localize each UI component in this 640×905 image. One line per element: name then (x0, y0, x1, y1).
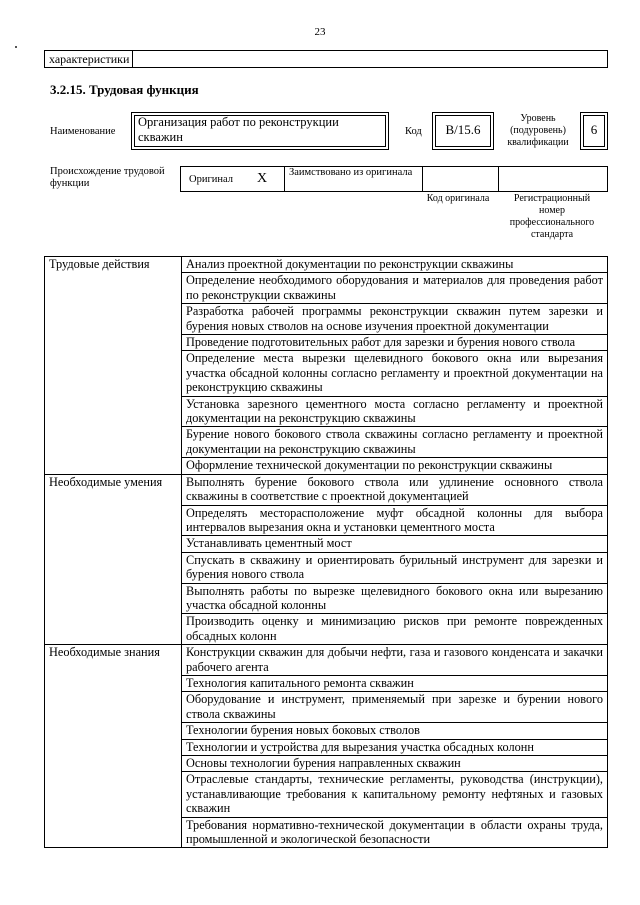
table-item: Технология капитального ремонта скважин (182, 675, 608, 691)
section-title: 3.2.15. Трудовая функция (50, 82, 199, 97)
table-item: Устанавливать цементный мост (182, 536, 608, 552)
table-item: Технологии и устройства для вырезания участка обсадных колонн (182, 739, 608, 755)
group-title: Необходимые умения (45, 474, 182, 644)
table-item: Проведение подготовительных работ для зарезки и бурения нового ствола (182, 335, 608, 351)
labor-function-table (44, 256, 608, 848)
previous-table-fragment (44, 50, 608, 68)
code-original-caption: Код оригинала (426, 193, 490, 204)
table-item: Основы технологии бурения направленных скважин (182, 756, 608, 772)
previous-table-cell: характеристики (45, 51, 133, 67)
original-label: Оригинал (189, 174, 233, 185)
table-row (45, 474, 608, 505)
reg-number-caption: Регистрационный номер профессионального стандарта (509, 193, 595, 240)
page-number: 23 (314, 26, 326, 38)
group-title: Трудовые действия (45, 257, 182, 475)
table-item: Анализ проектной документации по реконструкции скважины (182, 257, 608, 273)
table-item: Определять месторасположение муфт обсадной колонны для выбора интервалов вырезания окна и установки цементного моста (182, 505, 608, 536)
table-item: Выполнять бурение бокового ствола или удлинение основного ствола скважины в соответствие с проектной документацией (182, 474, 608, 505)
origin-row (180, 166, 608, 192)
original-cell (181, 167, 285, 191)
group-title: Необходимые знания (45, 645, 182, 848)
function-name-box: Организация работ по реконструкции скважин (131, 112, 389, 150)
borrowed-label: Заимствовано из оригинала (285, 167, 423, 191)
table-item: Выполнять работы по вырезке щелевидного бокового окна или вырезанию участка обсадной колонны (182, 583, 608, 614)
table-item: Технологии бурения новых боковых стволов (182, 723, 608, 739)
table-item: Разработка рабочей программы реконструкции скважин путем зарезки и бурения новых стволов на основе изучения проектной документации (182, 304, 608, 335)
table-item: Производить оценку и минимизацию рисков при ремонте поврежденных обсадных колонн (182, 614, 608, 645)
code-label: Код (405, 126, 422, 137)
level-label: Уровень (подуровень) квалификации (507, 113, 569, 148)
original-mark: X (257, 171, 268, 186)
reg-number-cell (499, 167, 607, 191)
table-item: Оформление технической документации по реконструкции скважины (182, 458, 608, 474)
table-row (45, 645, 608, 676)
table-item: Спускать в скважину и ориентировать бурильный инструмент для зарезки и бурения нового ствола (182, 552, 608, 583)
code-original-cell (423, 167, 499, 191)
table-item: Оборудование и инструмент, применяемый при зарезке и бурении нового ствола скважины (182, 692, 608, 723)
table-body (45, 257, 608, 848)
table-item: Отраслевые стандарты, технические регламенты, руководства (инструкции), устанавливающие требования к капитальному ремонту нефтяных и газовых скважин (182, 772, 608, 817)
origin-label: Происхождение трудовой функции (50, 166, 165, 189)
table-item: Конструкции скважин для добычи нефти, газа и газового конденсата и закачки рабочего агента (182, 645, 608, 676)
table-item: Определение необходимого оборудования и материалов для проведения работ по реконструкции скважины (182, 273, 608, 304)
table-item: Установка зарезного цементного моста согласно регламенту и проектной документации на реконструкцию скважины (182, 396, 608, 427)
table-item: Бурение нового бокового ствола скважины согласно регламенту и проектной документации на реконструкцию скважины (182, 427, 608, 458)
scan-speck (15, 46, 17, 48)
table-item: Требования нормативно-технической документации в области охраны труда, промышленной и экологической безопасности (182, 817, 608, 848)
name-label: Наименование (50, 126, 116, 137)
table-item: Определение места вырезки щелевидного бокового окна или вырезания участка обсадной колонны согласно регламенту и проектной документации на реконструкцию скважины (182, 351, 608, 396)
table-row (45, 257, 608, 273)
level-value-box: 6 (580, 112, 608, 150)
code-value-box: B/15.6 (432, 112, 494, 150)
